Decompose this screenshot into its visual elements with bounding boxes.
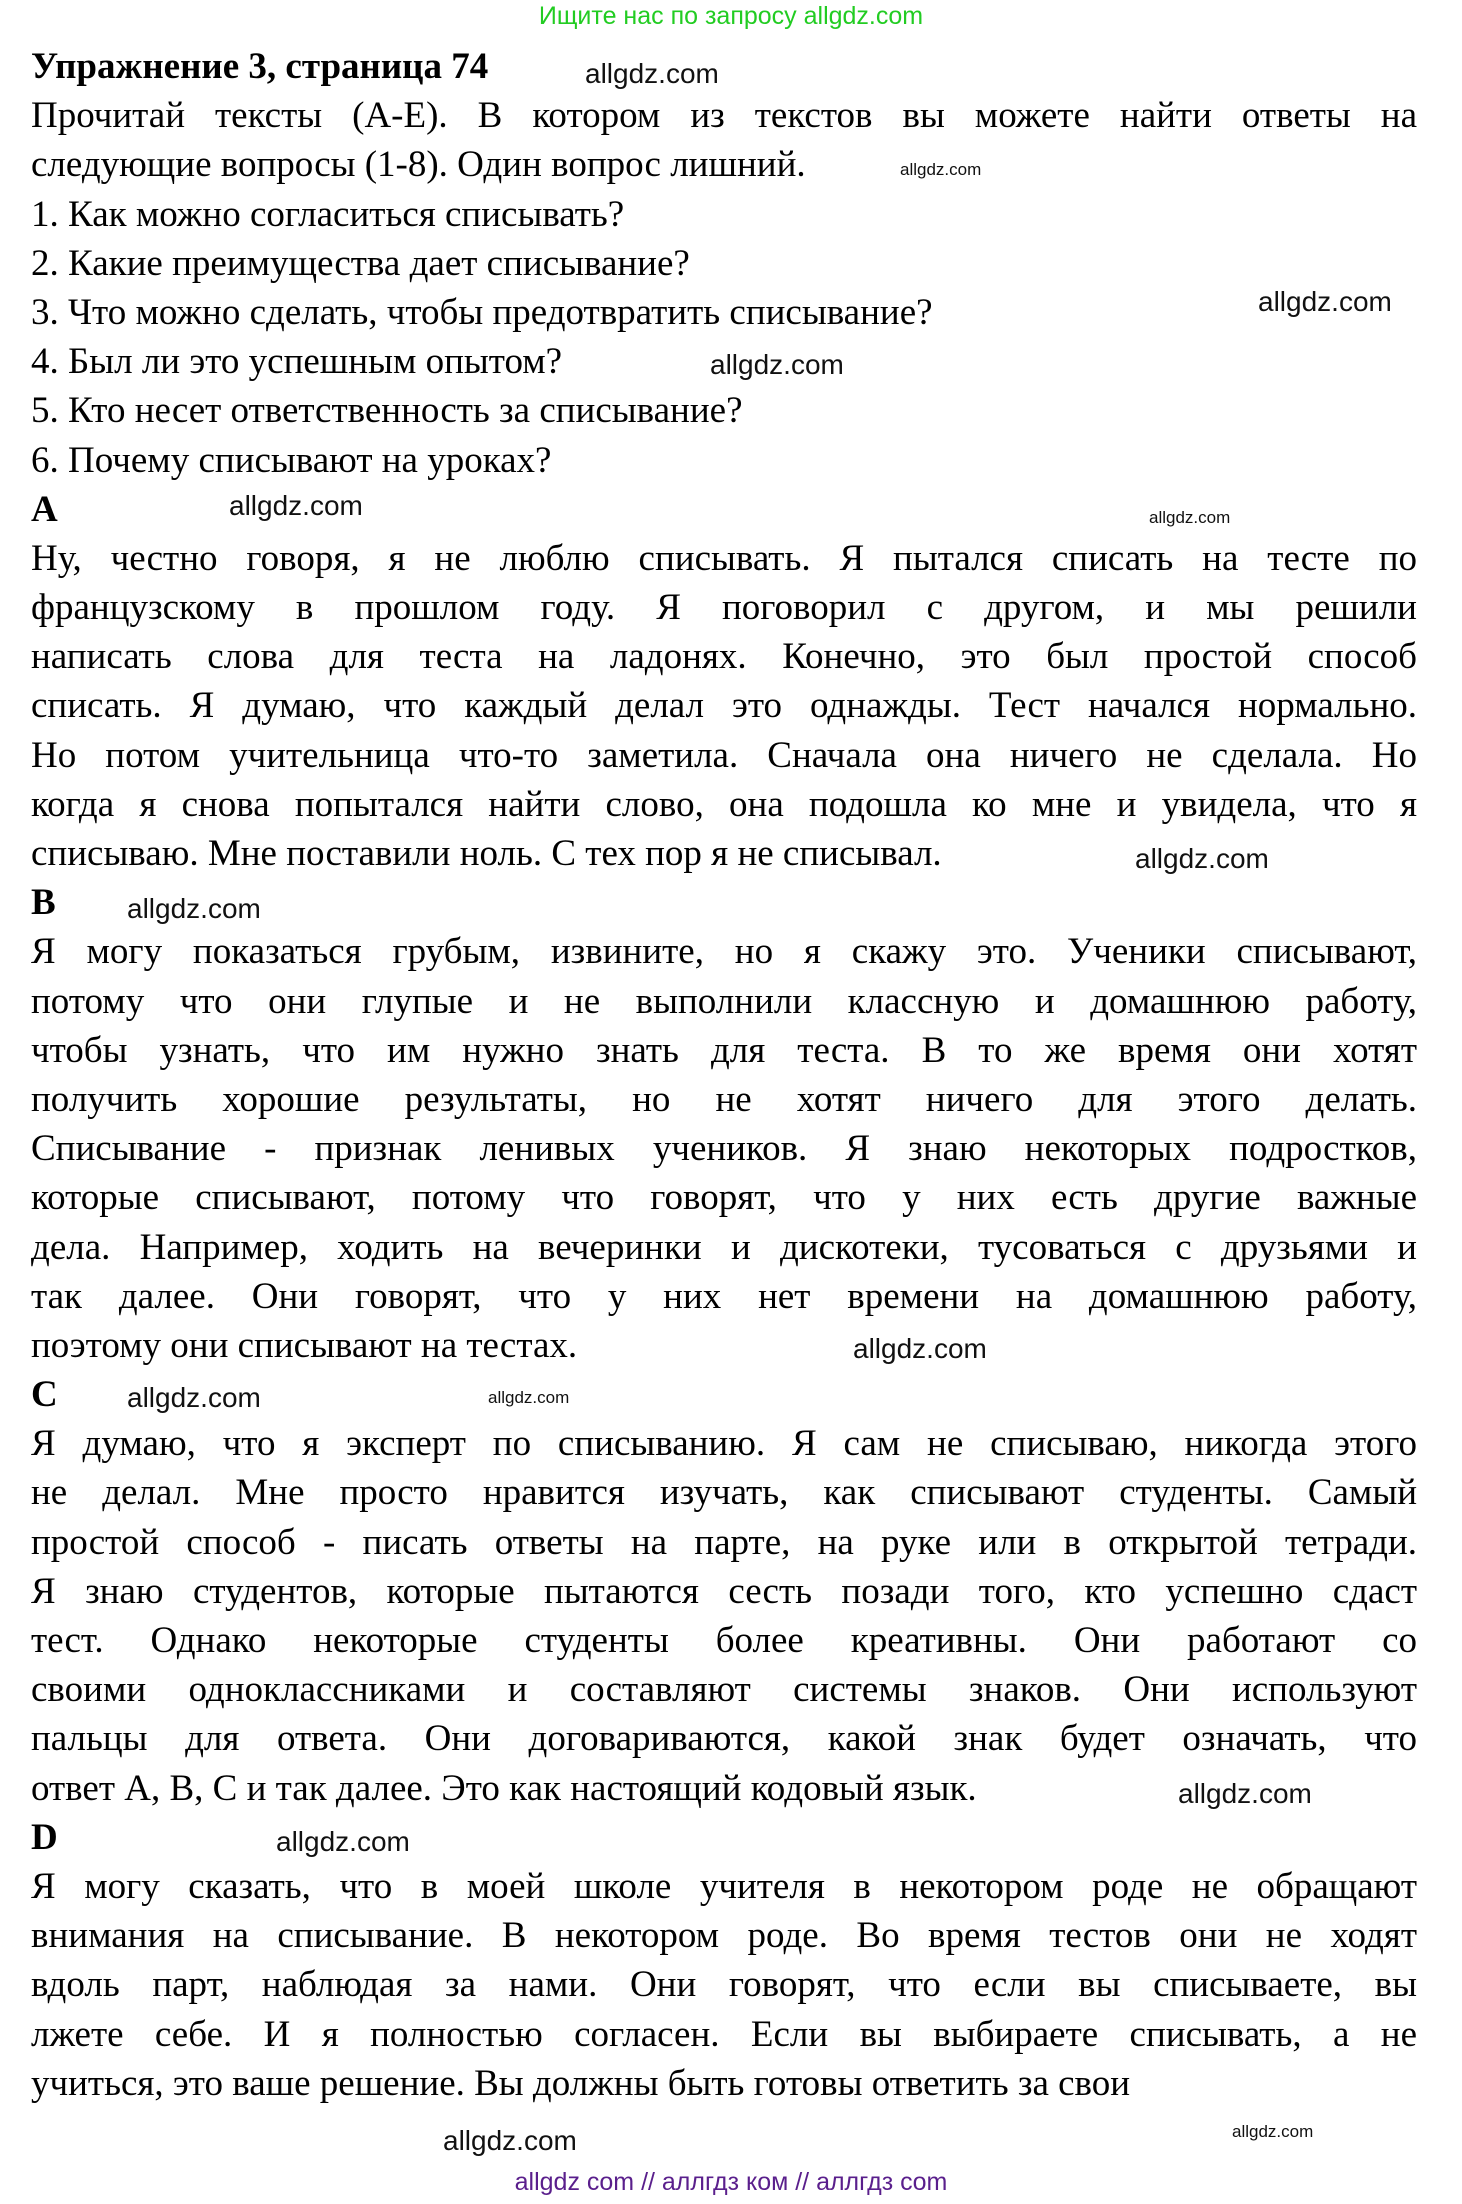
footer-watermark: allgdz com // аллгдз ком // аллгдз com (514, 2168, 948, 2196)
sections (31, 485, 1417, 2108)
watermark: allgdz.com (443, 2125, 577, 2156)
paragraph-line: внимания на списывание. В некотором роде. Во время тестов они не ходят (31, 1915, 1417, 1957)
watermark: allgdz.com (127, 893, 261, 924)
paragraph-line: когда я снова попытался найти слово, она подошла ко мне и увидела, что я (31, 783, 1417, 825)
paragraph-line: Я знаю студентов, которые пытаются сесть позади того, кто успешно сдаст (31, 1570, 1417, 1612)
section-heading-d: D (31, 1816, 58, 1858)
watermark: allgdz.com (710, 349, 844, 380)
watermark: allgdz.com (1149, 508, 1231, 527)
watermark: allgdz.com (1135, 843, 1269, 874)
paragraph-line: так далее. Они говорят, что у них нет времени на домашнюю работу, (31, 1275, 1417, 1317)
paragraph-line: чтобы узнать, что им нужно знать для теста. В то же время они хотят (31, 1029, 1417, 1071)
paragraph-line: списываю. Мне поставили ноль. С тех пор я не списывал. (31, 833, 942, 874)
watermark: allgdz.com (1232, 2122, 1314, 2141)
section-heading-b: B (31, 882, 56, 924)
watermark: allgdz.com (127, 1382, 261, 1413)
section-heading-c: C (31, 1374, 58, 1416)
paragraph-line: Я могу сказать, что в моей школе учителя в некотором роде не обращают (31, 1865, 1417, 1907)
paragraph-line: не делал. Мне просто нравится изучать, как списывают студенты. Самый (31, 1472, 1417, 1514)
paragraph-line: поэтому они списывают на тестах. (31, 1324, 578, 1366)
paragraph-line: пальцы для ответа. Они договариваются, какой знак будет означать, что (31, 1718, 1417, 1760)
intro-line: следующие вопросы (1-8). Один вопрос лишний. (31, 144, 806, 186)
watermark: allgdz.com (900, 160, 982, 179)
paragraph-line: Списывание - признак ленивых учеников. Я знаю некоторых подростков, (31, 1128, 1417, 1170)
paragraph-line: учиться, это ваше решение. Вы должны быть готовы ответить за свои (31, 2062, 1131, 2104)
paragraph-line: лжете себе. И я полностью согласен. Если вы выбираете списывать, а не (31, 2013, 1417, 2055)
paragraph-line: Но потом учительница что-то заметила. Сначала она ничего не сделала. Но (31, 734, 1417, 776)
paragraph-line: написать слова для теста на ладонях. Конечно, это был простой способ (31, 636, 1417, 678)
question: 5. Кто несет ответственность за списывание? (31, 390, 743, 432)
watermark: allgdz.com (488, 1388, 570, 1407)
paragraph-line: тест. Однако некоторые студенты более креативны. Они работают со (31, 1620, 1417, 1661)
section-heading-a: A (31, 488, 58, 530)
paragraph-line: которые списывают, потому что говорят, что у них есть другие важные (31, 1177, 1417, 1219)
page-title: Упражнение 3, страница 74 (31, 46, 489, 87)
paragraph-line: французскому в прошлом году. Я поговорил с другом, и мы решили (31, 587, 1417, 629)
question: 6. Почему списывают на уроках? (31, 439, 552, 481)
watermark: allgdz.com (853, 1333, 987, 1364)
question: 4. Был ли это успешным опытом? (31, 341, 563, 383)
paragraph-line: Я могу показаться грубым, извините, но я скажу это. Ученики списывают, (31, 931, 1417, 973)
paragraph-line: потому что они глупые и не выполнили классную и домашнюю работу, (31, 980, 1417, 1022)
watermark: allgdz.com (585, 58, 719, 89)
watermark: allgdz.com (1178, 1778, 1312, 1809)
paragraph-line: ответ A, B, C и так далее. Это как настоящий кодовый язык. (31, 1767, 977, 1809)
paragraph-line: списать. Я думаю, что каждый делал это однажды. Тест начался нормально. (31, 685, 1417, 727)
paragraph-line: простой способ - писать ответы на парте, на руке или в открытой тетради. (31, 1521, 1417, 1563)
paragraph-line: получить хорошие результаты, но не хотят ничего для этого делать. (31, 1078, 1417, 1120)
intro-line: Прочитай тексты (A-E). В котором из текстов вы можете найти ответы на (31, 95, 1417, 137)
paragraph-line: своими одноклассниками и составляют системы знаков. Они используют (31, 1669, 1417, 1711)
watermark: allgdz.com (276, 1826, 410, 1857)
question: 3. Что можно сделать, чтобы предотвратить списывание? (31, 291, 933, 333)
paragraph-line: Ну, честно говоря, я не люблю списывать. Я пытался списать на тесте по (31, 537, 1417, 579)
paragraph-line: дела. Например, ходить на вечеринки и дискотеки, тусоваться с друзьями и (31, 1226, 1417, 1268)
watermark: allgdz.com (229, 490, 363, 521)
header-watermark: Ищите нас по запросу allgdz.com (538, 2, 924, 30)
paragraph-line: Я думаю, что я эксперт по списыванию. Я сам не списываю, никогда этого (31, 1423, 1417, 1465)
question: 1. Как можно согласиться списывать? (31, 193, 625, 235)
paragraph-line: вдоль парт, наблюдая за нами. Они говорят, что если вы списываете, вы (31, 1964, 1417, 2006)
question: 2. Какие преимущества дает списывание? (31, 242, 690, 284)
watermark: allgdz.com (1258, 286, 1392, 317)
